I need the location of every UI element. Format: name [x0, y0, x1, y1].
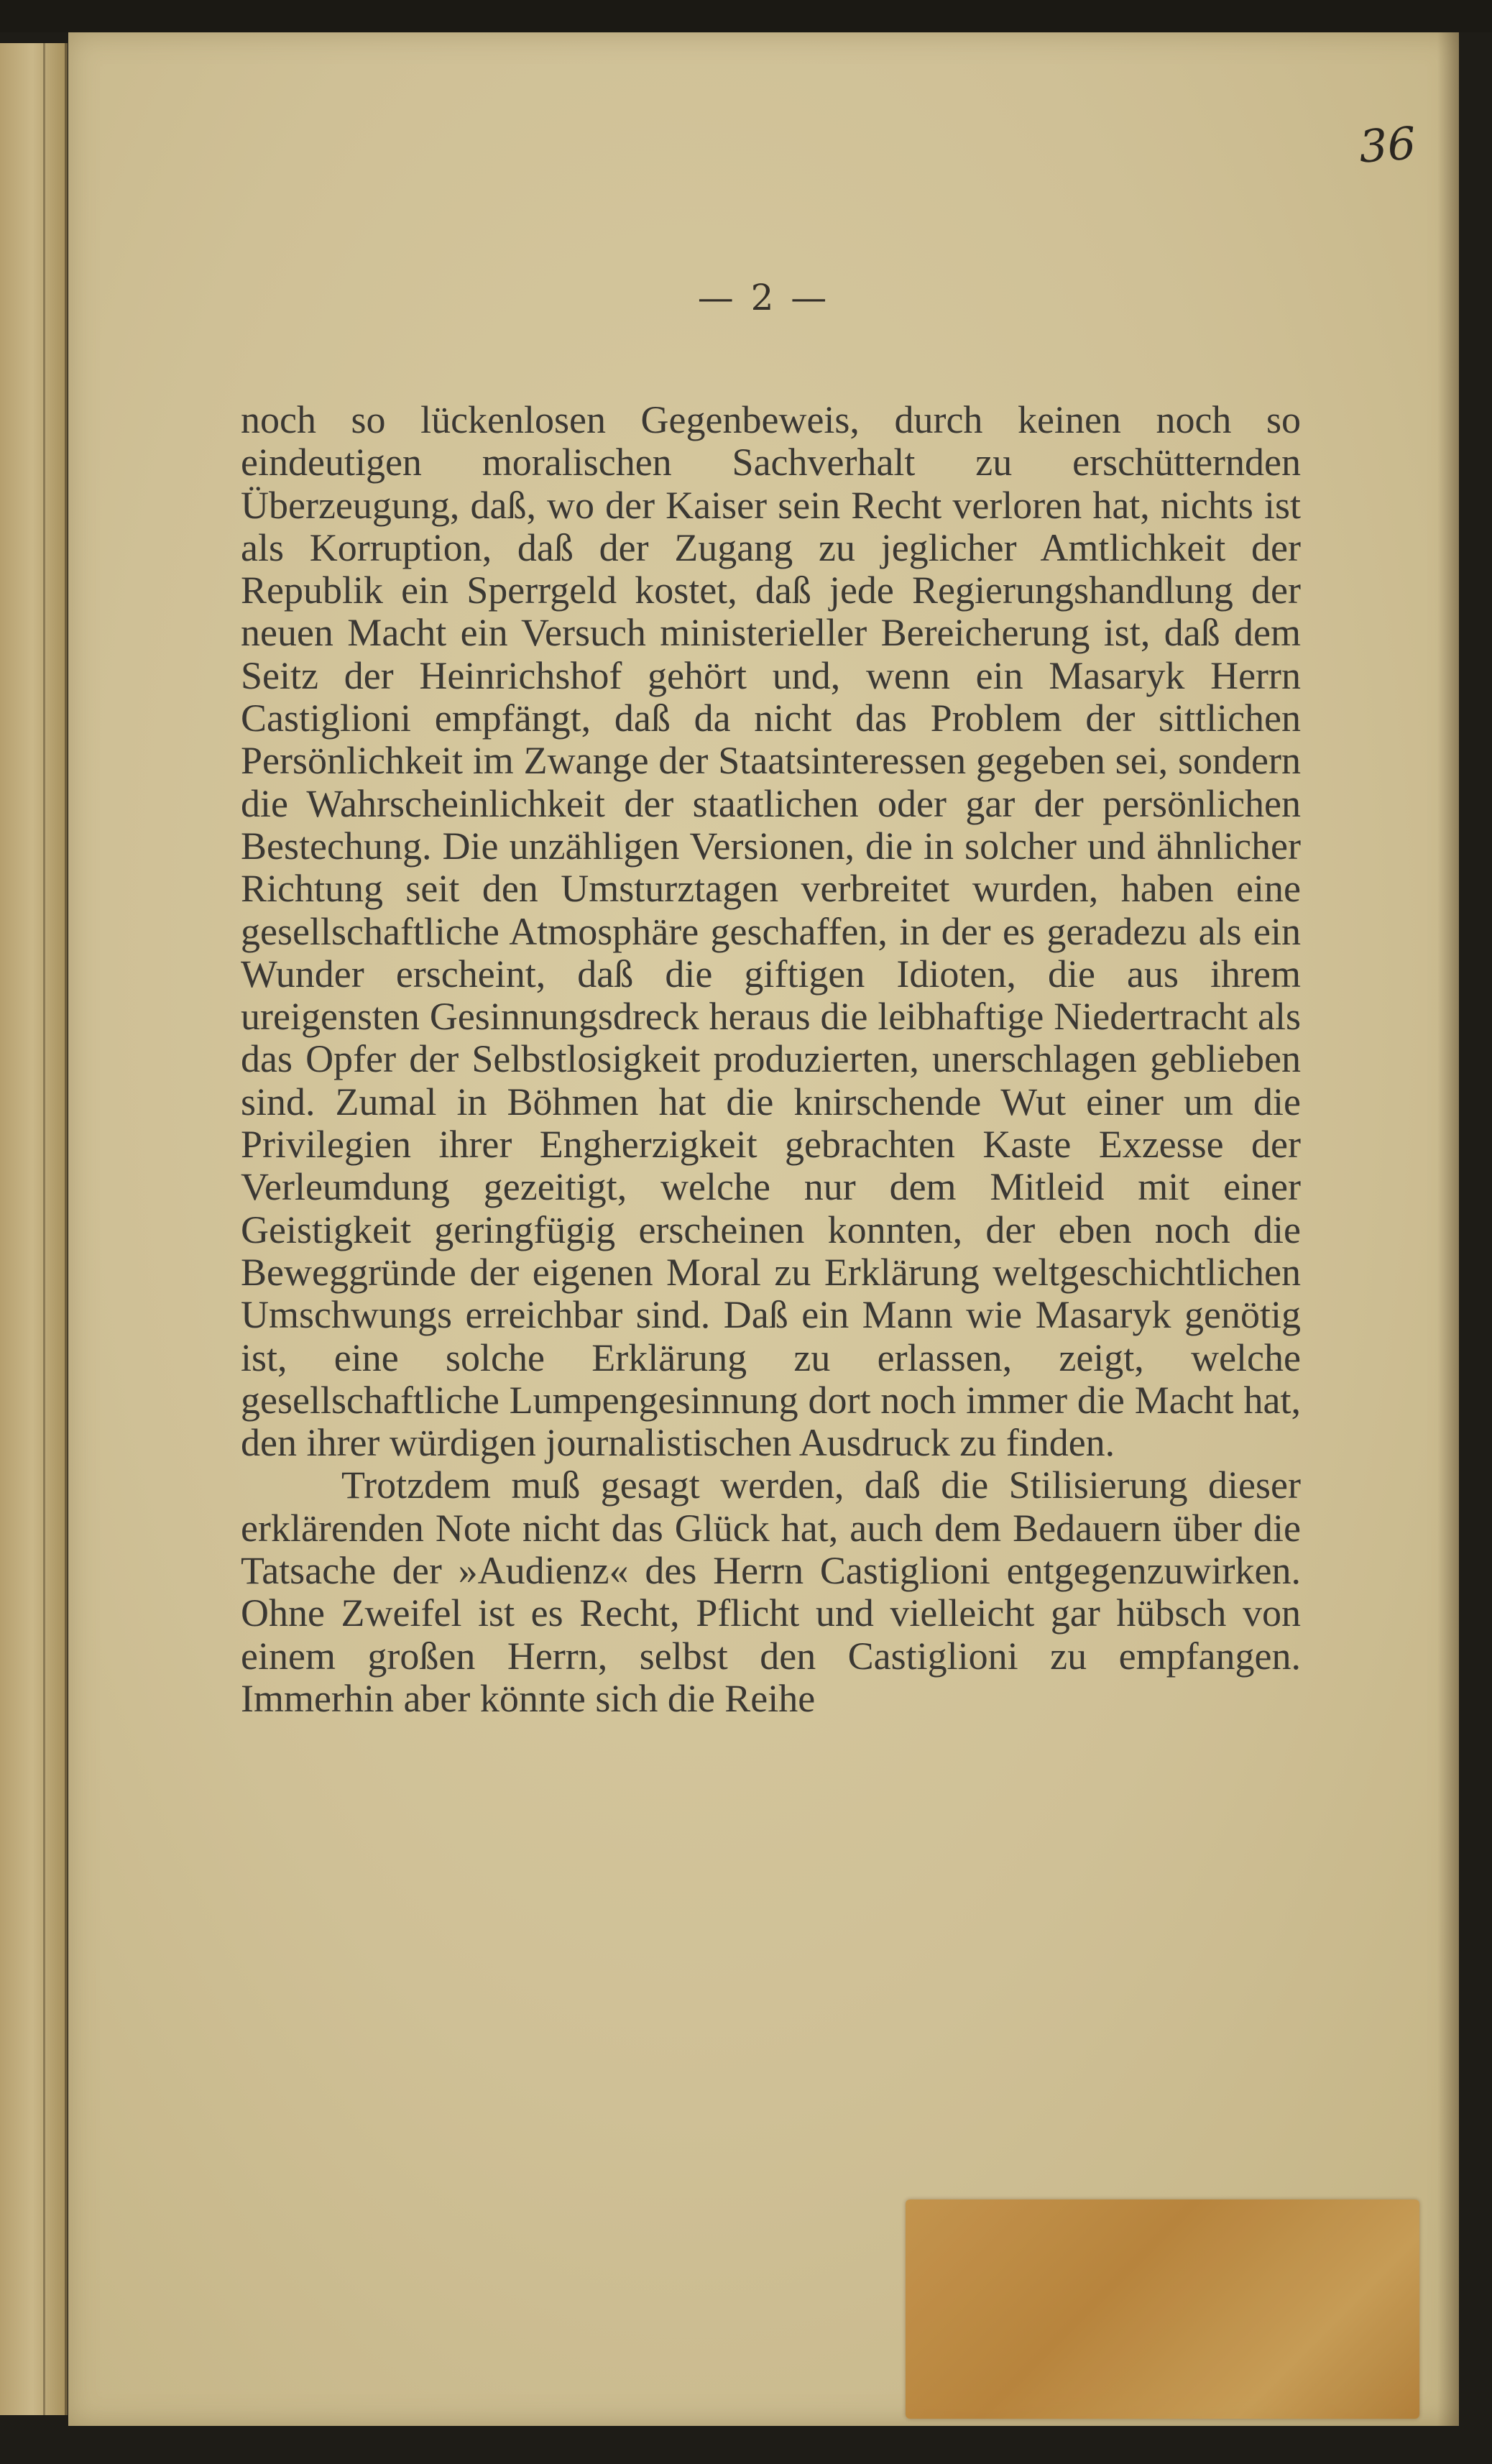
handwritten-folio-number: 36	[1357, 116, 1418, 173]
binding-line	[43, 43, 45, 2415]
body-text	[241, 399, 1301, 1720]
paragraph-trotzdem: Trotzdem muß gesagt werden, daß die Stilisierung dieser erklärenden Note nicht das Glück hat, auch dem Bedauern über die Tatsache der »Audienz« des Herrn Castiglioni entgegenzuwirken. Ohne Zweifel ist es Recht, Pflicht und vielleicht gar hübsch von einem großen Herrn, selbst den Castiglioni zu empfangen. Immerhin aber könnte sich die Reihe	[241, 1463, 1301, 1720]
book-page	[68, 32, 1459, 2426]
library-label-patch	[906, 2199, 1419, 2419]
page-number: — 2 —	[697, 277, 830, 318]
previous-page-edge	[0, 43, 68, 2415]
scan-background-top	[0, 0, 1492, 32]
page-edge-shadow	[1437, 32, 1459, 2426]
paragraph-continued: noch so lückenlosen Gegenbeweis, durch keinen noch so eindeutigen moralischen Sachverhalt zu erschütternden Überzeugung, daß, wo der Kaiser sein Recht verloren hat, nichts ist als Korruption, daß der Zugang zu jeglicher Amtlichkeit der Republik ein Sperrgeld kostet, daß jede Regierungshandlung der neuen Macht ein Versuch ministerieller Bereicherung ist, daß dem Seitz der Heinrichshof gehört und, wenn ein Masaryk Herrn Castiglioni empfängt, daß da nicht das Problem der sittlichen Persönlichkeit im Zwange der Staatsinteressen gegeben sei, sondern die Wahrscheinlichkeit der staatlichen oder gar der persönlichen Bestechung. Die unzähligen Versionen, die in solcher und ähnlicher Richtung seit den Umsturztagen verbreitet wurden, haben eine gesellschaftliche Atmosphäre geschaffen, in der es geradezu als ein Wunder erscheint, daß die giftigen Idioten, die aus ihrem ureigensten Gesinnungsdreck heraus die leibhaftige Niedertracht als das Opfer der Selbstlosigkeit produzierten, unerschlagen geblieben sind. Zumal in Böhmen hat die knirschende Wut einer um die Privilegien ihrer Engherzigkeit gebrachten Kaste Exzesse der Verleumdung gezeitigt, welche nur dem Mitleid mit einer Geistigkeit geringfügig erscheinen konnten, der eben noch die Beweggründe der eigenen Moral zu Erklärung weltgeschichtlichen Umschwungs erreichbar sind. Daß ein Mann wie Masaryk genötig ist, eine solche Erklärung zu erlassen, zeigt, welche gesellschaftliche Lumpengesinnung dort noch immer die Macht hat, den ihrer würdigen journalistischen Ausdruck zu finden.	[241, 398, 1301, 1465]
